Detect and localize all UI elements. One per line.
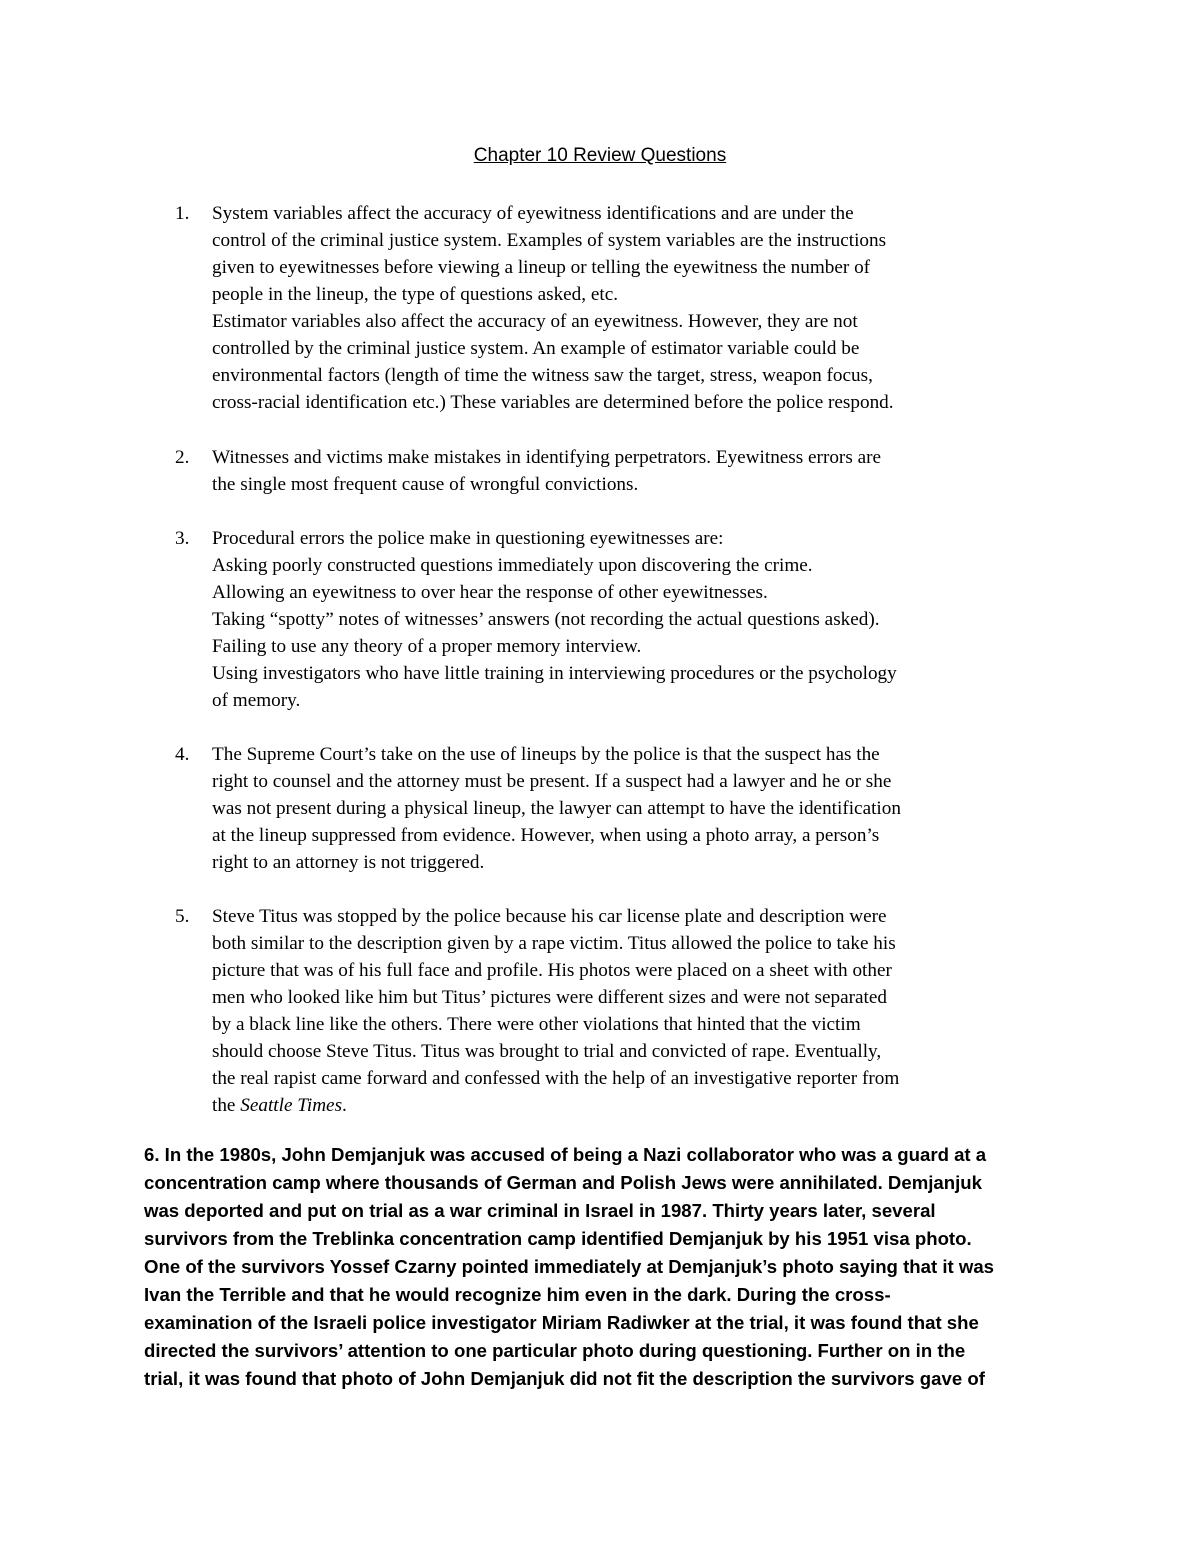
text-line: both similar to the description given by a rape victim. Titus allowed the police to take his xyxy=(212,933,896,954)
text-suffix: . xyxy=(342,1095,347,1116)
text-line: control of the criminal justice system. Examples of system variables are the instructions xyxy=(212,230,887,251)
text-line: survivors from the Treblinka concentration camp identified Demjanjuk by his 1951 visa photo. xyxy=(144,1228,972,1249)
text-line: given to eyewitnesses before viewing a lineup or telling the eyewitness the number of xyxy=(212,257,871,278)
text-line: the real rapist came forward and confessed with the help of an investigative reporter from xyxy=(212,1068,900,1089)
item-number: 3. xyxy=(175,528,190,549)
text-line: was not present during a physical lineup, the lawyer can attempt to have the identification xyxy=(212,798,901,819)
text-line: Allowing an eyewitness to over hear the response of other eyewitnesses. xyxy=(212,582,768,603)
text-line: should choose Steve Titus. Titus was brought to trial and convicted of rape. Eventually, xyxy=(212,1041,882,1062)
text-line: Procedural errors the police make in questioning eyewitnesses are: xyxy=(212,528,724,549)
page-title: Chapter 10 Review Questions xyxy=(473,145,727,166)
text-line: Asking poorly constructed questions immediately upon discovering the crime. xyxy=(212,555,813,576)
item-number: 5. xyxy=(175,906,190,927)
text-line: Using investigators who have little training in interviewing procedures or the psychology xyxy=(212,663,897,684)
item-text xyxy=(212,444,1075,498)
text-line: Ivan the Terrible and that he would recognize him even in the dark. During the cross- xyxy=(144,1284,891,1305)
review-question-2 xyxy=(175,444,1075,498)
item-number: 2. xyxy=(175,447,190,468)
text-line: Steve Titus was stopped by the police because his car license plate and description were xyxy=(212,906,887,927)
text-line: Estimator variables also affect the accuracy of an eyewitness. However, they are not xyxy=(212,311,858,332)
text-line: environmental factors (length of time the witness saw the target, stress, weapon focus, xyxy=(212,365,873,386)
text-line: examination of the Israeli police investigator Miriam Radiwker at the trial, it was found that she xyxy=(144,1312,979,1333)
text-line: at the lineup suppressed from evidence. However, when using a photo array, a person’s xyxy=(212,825,880,846)
text-line: the single most frequent cause of wrongful convictions. xyxy=(212,474,639,495)
text-line: controlled by the criminal justice system. An example of estimator variable could be xyxy=(212,338,860,359)
text-line: right to counsel and the attorney must be present. If a suspect had a lawyer and he or she xyxy=(212,771,892,792)
text-prefix: the xyxy=(212,1095,241,1116)
item-text xyxy=(212,903,1075,1119)
review-question-5 xyxy=(175,903,1075,1119)
text-line-last xyxy=(212,1092,1075,1119)
item-text xyxy=(212,200,1075,416)
text-line: Failing to use any theory of a proper memory interview. xyxy=(212,636,642,657)
text-line: people in the lineup, the type of questions asked, etc. xyxy=(212,284,619,305)
review-question-6 xyxy=(144,1141,1064,1393)
text-line: One of the survivors Yossef Czarny pointed immediately at Demjanjuk’s photo saying that it was xyxy=(144,1256,995,1277)
text-line: men who looked like him but Titus’ pictures were different sizes and were not separated xyxy=(212,987,887,1008)
text-line: The Supreme Court’s take on the use of lineups by the police is that the suspect has the xyxy=(212,744,880,765)
item-text xyxy=(212,525,1075,714)
text-line: Witnesses and victims make mistakes in identifying perpetrators. Eyewitness errors are xyxy=(212,447,882,468)
review-question-4 xyxy=(175,741,1075,876)
text-line: concentration camp where thousands of German and Polish Jews were annihilated. Demjanjuk xyxy=(144,1172,982,1193)
text-line: picture that was of his full face and profile. His photos were placed on a sheet with other xyxy=(212,960,892,981)
text-line: trial, it was found that photo of John Demjanjuk did not fit the description the survivors gave of xyxy=(144,1368,985,1389)
text-line: System variables affect the accuracy of eyewitness identifications and are under the xyxy=(212,203,854,224)
item-text xyxy=(212,741,1075,876)
text-line: was deported and put on trial as a war criminal in Israel in 1987. Thirty years later, several xyxy=(144,1200,936,1221)
text-line: right to an attorney is not triggered. xyxy=(212,852,485,873)
item-number: 4. xyxy=(175,744,190,765)
text-line: 6. In the 1980s, John Demjanjuk was accused of being a Nazi collaborator who was a guard at a xyxy=(144,1144,987,1165)
text-line: Taking “spotty” notes of witnesses’ answers (not recording the actual questions asked). xyxy=(212,609,880,630)
item-number: 1. xyxy=(175,203,190,224)
newspaper-title: Seattle Times xyxy=(240,1095,343,1116)
review-question-1 xyxy=(175,200,1075,416)
text-line: cross-racial identification etc.) These variables are determined before the police respond. xyxy=(212,392,894,413)
review-question-3 xyxy=(175,525,1075,714)
text-line: directed the survivors’ attention to one particular photo during questioning. Further on in the xyxy=(144,1340,966,1361)
text-line: by a black line like the others. There were other violations that hinted that the victim xyxy=(212,1014,861,1035)
text-line: of memory. xyxy=(212,690,301,711)
